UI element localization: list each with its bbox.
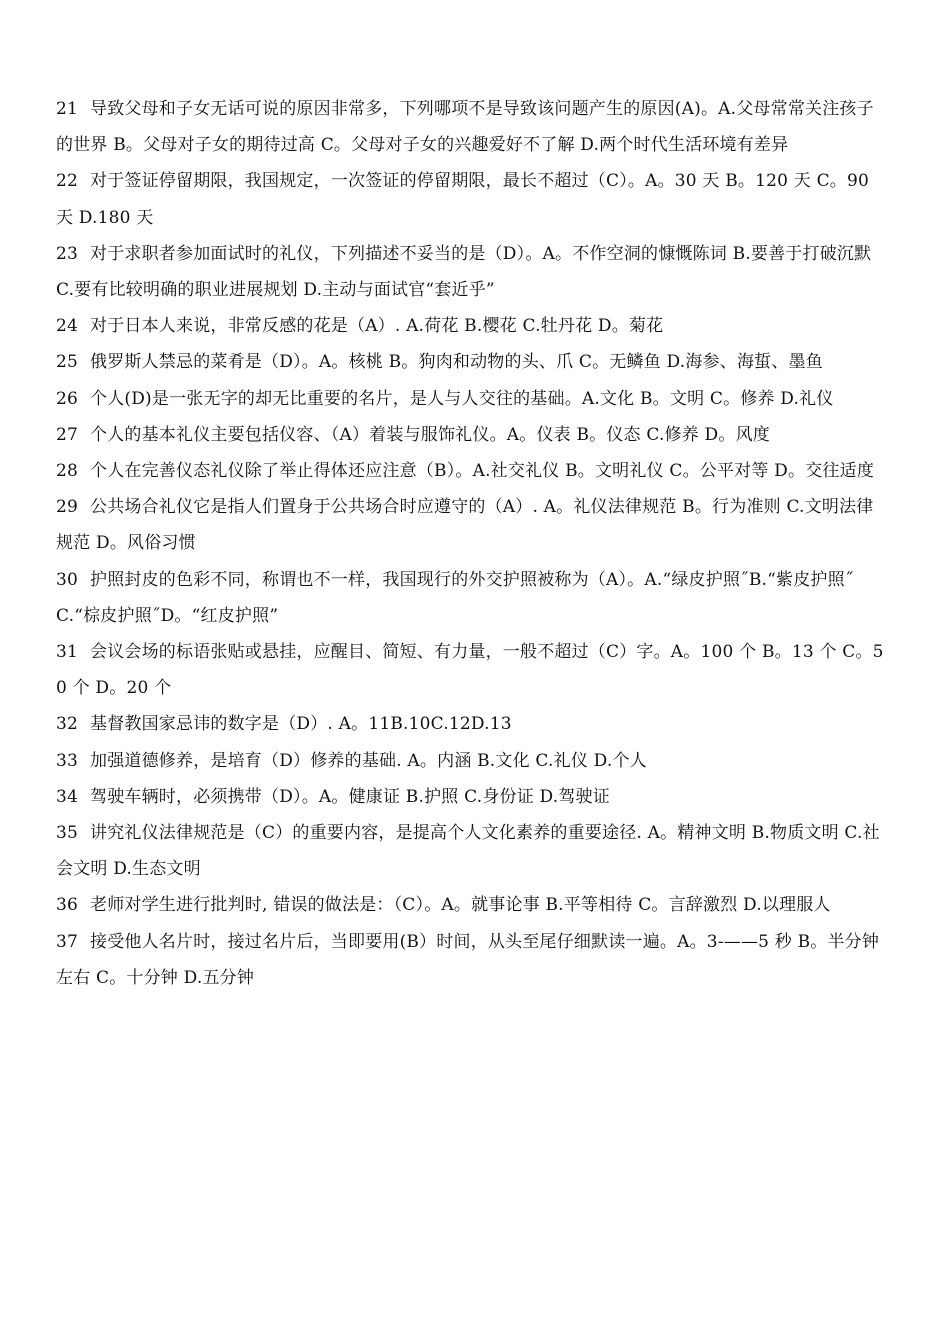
question-item bbox=[56, 924, 886, 996]
question-number: 36 bbox=[56, 895, 79, 916]
question-number: 25 bbox=[56, 352, 79, 373]
question-text: 老师对学生进行批判时, 错误的做法是：（C）。A。就事论事 B.平等相待 C。言辞激烈 D.以理服人 bbox=[90, 895, 831, 916]
question-number: 30 bbox=[56, 569, 79, 590]
question-text: 驾驶车辆时，必须携带（D）。A。健康证 B.护照 C.身份证 D.驾驶证 bbox=[90, 786, 610, 807]
question-text: 公共场合礼仪它是指人们置身于公共场合时应遵守的（A）. A。礼仪法律规范 B。行为准则 C.文明法律规范 D。风俗习惯 bbox=[56, 497, 874, 554]
question-text: 加强道德修养，是培育（D）修养的基础. A。内涵 B.文化 C.礼仪 D.个人 bbox=[90, 750, 647, 771]
question-text: 个人(D)是一张无字的却无比重要的名片，是人与人交往的基础。A.文化 B。文明 C。修养 D.礼仪 bbox=[90, 388, 834, 409]
question-number: 33 bbox=[56, 750, 79, 771]
question-number: 29 bbox=[56, 497, 79, 518]
question-number: 34 bbox=[56, 786, 79, 807]
question-number: 24 bbox=[56, 316, 79, 337]
question-item bbox=[56, 381, 886, 417]
question-item bbox=[56, 91, 886, 163]
question-number: 31 bbox=[56, 642, 79, 663]
question-item bbox=[56, 236, 886, 308]
question-text: 护照封皮的色彩不同，称谓也不一样，我国现行的外交护照被称为（A）。A.“绿皮护照˝B.“紫皮护照˝C.“棕皮护照˝D。“红皮护照” bbox=[56, 569, 854, 626]
question-list bbox=[56, 91, 886, 996]
question-item bbox=[56, 344, 886, 380]
question-item bbox=[56, 634, 886, 706]
question-number: 28 bbox=[56, 461, 79, 482]
question-number: 26 bbox=[56, 388, 79, 409]
question-number: 37 bbox=[56, 931, 79, 952]
question-item bbox=[56, 887, 886, 923]
question-text: 对于日本人来说，非常反感的花是（A）. A.荷花 B.樱花 C.牡丹花 D。菊花 bbox=[90, 316, 664, 337]
question-number: 32 bbox=[56, 714, 79, 735]
question-text: 个人的基本礼仪主要包括仪容、（A）着装与服饰礼仪。A。仪表 B。仪态 C.修养 D。风度 bbox=[90, 424, 770, 445]
question-item bbox=[56, 489, 886, 561]
question-item bbox=[56, 706, 886, 742]
question-text: 对于求职者参加面试时的礼仪，下列描述不妥当的是（D）。A。不作空洞的慷慨陈词 B.要善于打破沉默 C.要有比较明确的职业进展规划 D.主动与面试官“套近乎” bbox=[56, 243, 872, 301]
question-text: 个人在完善仪态礼仪除了举止得体还应注意（B）。A.社交礼仪 B。文明礼仪 C。公平对等 D。交往适度 bbox=[90, 461, 875, 482]
question-text: 导致父母和子女无话可说的原因非常多，下列哪项不是导致该问题产生的原因(A)。A.父母常常关注孩子的世界 B。父母对子女的期待过高 C。父母对子女的兴趣爱好不了解 D.两个时代生活环境有差异 bbox=[56, 99, 874, 156]
question-item bbox=[56, 815, 886, 887]
question-text: 俄罗斯人禁忌的菜肴是（D）。A。核桃 B。狗肉和动物的头、爪 C。无鳞鱼 D.海参、海蜇、墨鱼 bbox=[90, 352, 823, 373]
question-item bbox=[56, 163, 886, 235]
question-number: 22 bbox=[56, 171, 79, 192]
question-item bbox=[56, 779, 886, 815]
question-item bbox=[56, 743, 886, 779]
question-text: 会议会场的标语张贴或悬挂，应醒目、简短、有力量，一般不超过（C）字。A。100 个 B。13 个 C。50 个 D。20 个 bbox=[56, 642, 884, 699]
question-item bbox=[56, 417, 886, 453]
question-number: 23 bbox=[56, 243, 79, 264]
question-item bbox=[56, 308, 886, 344]
question-number: 27 bbox=[56, 424, 79, 445]
question-number: 35 bbox=[56, 823, 79, 844]
question-item bbox=[56, 562, 886, 634]
question-text: 讲究礼仪法律规范是（C）的重要内容，是提高个人文化素养的重要途径. A。精神文明 B.物质文明 C.社会文明 D.生态文明 bbox=[56, 823, 880, 880]
question-text: 接受他人名片时，接过名片后，当即要用(B）时间，从头至尾仔细默读一遍。A。3-——5 秒 B。半分钟左右 C。十分钟 D.五分钟 bbox=[56, 931, 880, 988]
question-text: 对于签证停留期限，我国规定，一次签证的停留期限，最长不超过（C）。A。30 天 B。120 天 C。90 天 D.180 天 bbox=[56, 171, 870, 228]
question-item bbox=[56, 453, 886, 489]
question-number: 21 bbox=[56, 99, 79, 119]
question-text: 基督教国家忌讳的数字是（D）. A。11B.10C.12D.13 bbox=[90, 714, 512, 735]
